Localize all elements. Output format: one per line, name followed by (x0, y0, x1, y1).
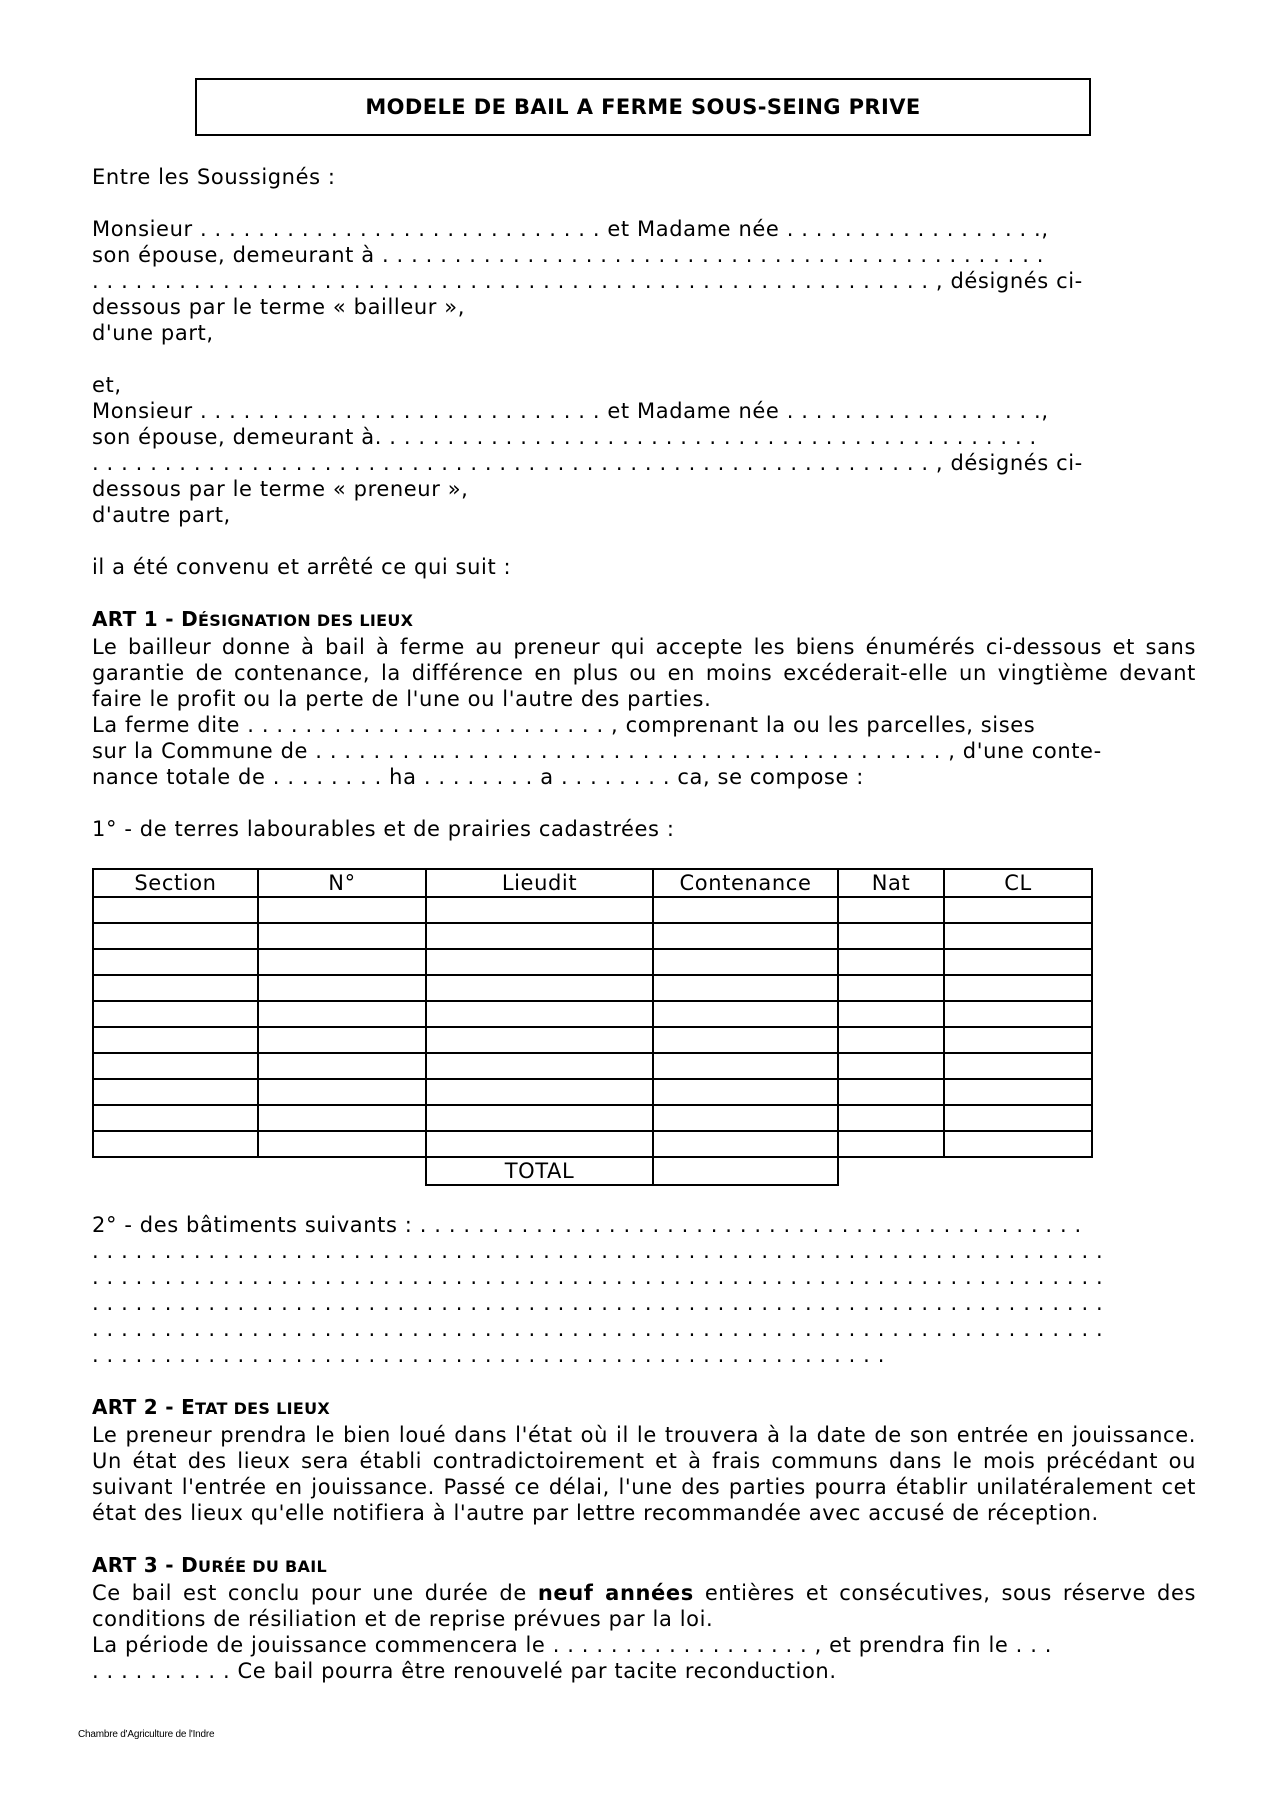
parcels-table (92, 868, 1093, 1186)
preneur-line-5: d'autre part, (92, 503, 231, 527)
art3-para1-after: entières et consécutives, sous réserve des conditions de résiliation et de reprise prévues par la loi. (92, 1581, 1197, 1631)
bailleur-line-2: son épouse, demeurant à . . . . . . . . . . . . . . . . . . . . . . . . . . . . . . . . . . . . . . . . . . . . . . (92, 243, 1045, 267)
art1-heading-rest: ÉSIGNATION DES LIEUX (198, 611, 414, 630)
bailleur-block (92, 216, 1196, 346)
art1-heading (92, 606, 1196, 634)
art3-heading-prefix: ART 3 - D (92, 1553, 199, 1577)
et-text: et, (92, 373, 122, 397)
table-row (93, 1053, 1092, 1079)
bailleur-line-4: dessous par le terme « bailleur », (92, 295, 466, 319)
art1-paragraph-1: Le bailleur donne à bail à ferme au preneur qui accepte les biens énumérés ci-dessous et sans garantie de contenance, la différence en plus ou en moins excéderait-elle un vingtième devant faire le profit ou la perte de l'une ou l'autre des parties. (92, 635, 1196, 711)
art2-heading (92, 1394, 1196, 1422)
preneur-line-1: Monsieur . . . . . . . . . . . . . . . . . . . . . . . . . . . . et Madame née . . . . . . . . . . . . . . . . . ., (92, 399, 1049, 423)
art1-paragraph-2c: nance totale de . . . . . . . . ha . . . . . . . . a . . . . . . . . ca, se compose : (92, 765, 864, 789)
table-row (93, 897, 1092, 923)
art3-heading-rest: URÉE DU BAIL (198, 1557, 327, 1576)
dotted-line-short: . . . . . . . . . . . . . . . . . . . . . . . . . . . . . . . . . . . . . . . . . . . . . . . . . . . . . . . (92, 1343, 886, 1367)
intro-text: Entre les Soussignés : (92, 165, 336, 189)
art3-duration: neuf années (537, 1581, 694, 1605)
table-header-nat: Nat (838, 869, 944, 897)
art3-heading (92, 1552, 1196, 1580)
art1-heading-prefix: ART 1 - D (92, 607, 199, 631)
preneur-line-4: dessous par le terme « preneur », (92, 477, 469, 501)
table-row (93, 975, 1092, 1001)
preneur-line-2: son épouse, demeurant à. . . . . . . . . . . . . . . . . . . . . . . . . . . . . . . . . . . . . . . . . . . . . . (92, 425, 1037, 449)
art3-paragraph-1 (92, 1580, 1196, 1632)
table-row (93, 1105, 1092, 1131)
art1-item-1: 1° - de terres labourables et de prairies cadastrées : (92, 817, 675, 841)
art3-paragraph-2b: . . . . . . . . . . Ce bail pourra être renouvelé par tacite reconduction. (92, 1659, 837, 1683)
art1-paragraph-2b: sur la Commune de . . . . . . . . .. . . . . . . . . . . . . . . . . . . . . . . . . . . . . . . . . . . , d'une conte- (92, 739, 1102, 763)
table-total-value (653, 1157, 838, 1185)
table-row (93, 1001, 1092, 1027)
bailleur-line-5: d'une part, (92, 321, 214, 345)
art1-paragraph-2a: La ferme dite . . . . . . . . . . . . . . . . . . . . . . . . . , comprenant la ou les parcelles, sises (92, 713, 1036, 737)
bailleur-line-3: . . . . . . . . . . . . . . . . . . . . . . . . . . . . . . . . . . . . . . . . . . . . . . . . . . . . . . . . . . , désignés ci- (92, 269, 1083, 293)
dotted-line: . . . . . . . . . . . . . . . . . . . . . . . . . . . . . . . . . . . . . . . . . . . . . . . . . . . . . . . . . . . . . . . . . . . . . . (92, 1291, 1104, 1315)
art1-item-2: 2° - des bâtiments suivants : . . . . . . . . . . . . . . . . . . . . . . . . . . . . . . . . . . . . . . . . . . . . . . (92, 1213, 1082, 1237)
document-title: MODELE DE BAIL A FERME SOUS-SEING PRIVE (195, 78, 1091, 136)
art2-heading-prefix: ART 2 - E (92, 1395, 196, 1419)
art3-para1-before: Ce bail est conclu pour une durée de (92, 1581, 538, 1605)
convenu-text: il a été convenu et arrêté ce qui suit : (92, 555, 512, 579)
table-header-numero: N° (258, 869, 426, 897)
preneur-line-3: . . . . . . . . . . . . . . . . . . . . . . . . . . . . . . . . . . . . . . . . . . . . . . . . . . . . . . . . . . , désignés ci- (92, 451, 1083, 475)
table-row (93, 923, 1092, 949)
table-header-lieudit: Lieudit (426, 869, 653, 897)
table-row (93, 1131, 1092, 1157)
document-body (92, 164, 1196, 1684)
art3-paragraph-2a: La période de jouissance commencera le . . . . . . . . . . . . . . . . . . , et prendra fin le . . . (92, 1633, 1053, 1657)
art2-paragraph: Le preneur prendra le bien loué dans l'état où il le trouvera à la date de son entrée en jouissance. Un état des lieux sera établi contradictoirement et à frais communs dans le mois précédant ou suivant l'entrée en jouissance. Passé ce délai, l'une des parties pourra établir unilatéralement cet état des lieux qu'elle notifiera à l'autre par lettre recommandée avec accusé de réception. (92, 1423, 1196, 1525)
table-total-row (93, 1157, 1092, 1185)
footer-organization: Chambre d'Agriculture de l'Indre (78, 1729, 215, 1740)
table-row (93, 1027, 1092, 1053)
table-header-cl: CL (944, 869, 1092, 897)
table-header-contenance: Contenance (653, 869, 838, 897)
dotted-line: . . . . . . . . . . . . . . . . . . . . . . . . . . . . . . . . . . . . . . . . . . . . . . . . . . . . . . . . . . . . . . . . . . . . . . (92, 1239, 1104, 1263)
table-header-row (93, 869, 1092, 897)
table-header-section: Section (93, 869, 258, 897)
art2-heading-rest: TAT DES LIEUX (195, 1399, 331, 1418)
dotted-line: . . . . . . . . . . . . . . . . . . . . . . . . . . . . . . . . . . . . . . . . . . . . . . . . . . . . . . . . . . . . . . . . . . . . . . (92, 1317, 1104, 1341)
table-total-label: TOTAL (426, 1157, 653, 1185)
table-row (93, 1079, 1092, 1105)
bailleur-line-1: Monsieur . . . . . . . . . . . . . . . . . . . . . . . . . . . . et Madame née . . . . . . . . . . . . . . . . . ., (92, 217, 1049, 241)
preneur-block (92, 398, 1196, 528)
dotted-line: . . . . . . . . . . . . . . . . . . . . . . . . . . . . . . . . . . . . . . . . . . . . . . . . . . . . . . . . . . . . . . . . . . . . . . (92, 1265, 1104, 1289)
table-row (93, 949, 1092, 975)
